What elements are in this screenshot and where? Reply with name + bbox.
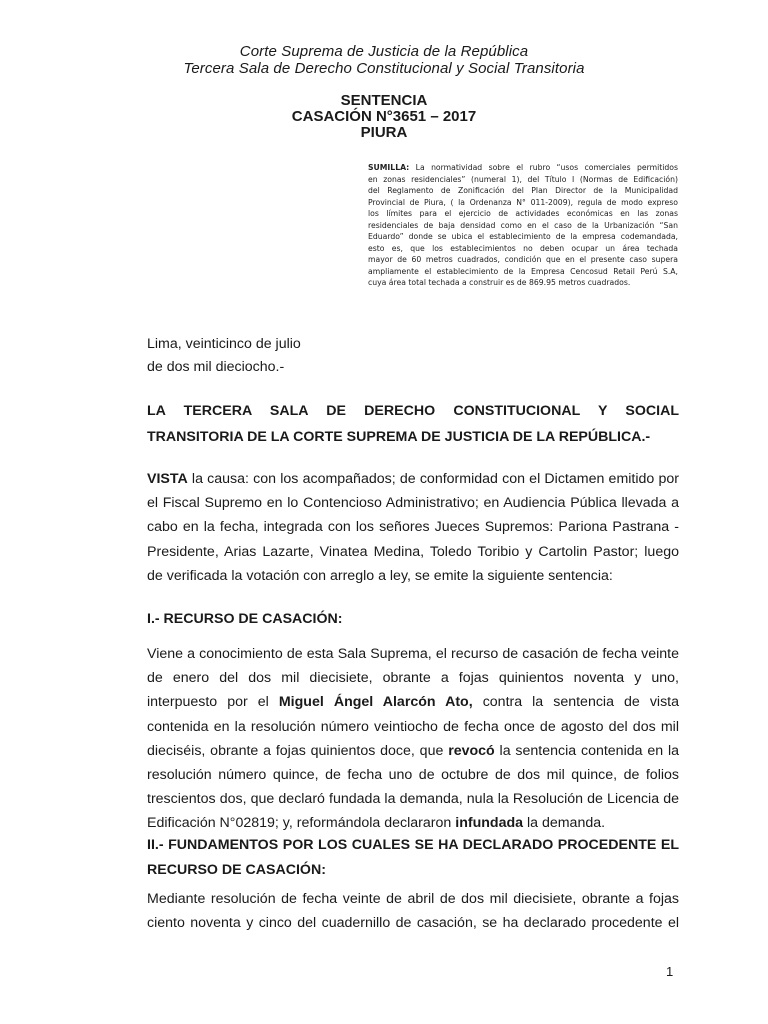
sumilla-line: esto es, que los establecimientos no deben ocupar un área techada [368, 243, 678, 253]
revoco-emphasis: revocó [448, 742, 495, 759]
sumilla-line: mayor de 60 metros cuadrados, condición que en el presente caso supera [368, 255, 678, 265]
court-name: Corte Suprema de Justicia de la República [239, 43, 529, 60]
fundamentos-paragraph: Mediante resolución de fecha veinte de abril de dos mil diecisiete, obrante a fojas ciento noventa y cinco del cuadernillo de casación, se ha declarado procedente el [147, 891, 679, 932]
appellant-name: Miguel Ángel Alarcón Ato, [278, 694, 473, 711]
page-number: 1 [666, 964, 674, 979]
sumilla-line: los límites para el ejercicio de actividades económicas en las zonas [368, 209, 678, 219]
sumilla-label: SUMILLA: [368, 163, 410, 172]
vista-paragraph: VISTA la causa: con los acompañados; de conformidad con el Dictamen emitido por el Fiscal Supremo en lo Contencioso Administrativo; en Audiencia Pública llevada a cabo en la fecha, integrada con los señores Jueces Supremos: Pariona Pastrana - Presidente, Arias Lazarte, Vinatea Medina, Toledo Toribio y Cartolin Pastor; luego de verificada la votación con arreglo a ley, se emite la siguiente sentencia: [147, 471, 679, 584]
infundada-emphasis: infundada [455, 815, 524, 832]
court-intro-heading: LA TERCERA SALA DE DERECHO CONSTITUCIONAL Y SOCIAL TRANSITORIA DE LA CORTE SUPREMA DE JUSTICIA DE LA REPÚBLICA.- [147, 403, 679, 445]
sumilla-line: ampliamente el establecimiento de la Empresa Cencosud Retail Perú S.A, [368, 266, 678, 276]
section-heading-recurso: I.- RECURSO DE CASACIÓN: [147, 611, 343, 627]
sumilla-line: en zonas residenciales” (numeral 1), del Título I (Normas de Edificación) [368, 174, 678, 184]
sumilla-line: Provincial de Piura, ( la Ordenanza N° 011-2009), regula de modo expreso [368, 197, 678, 207]
court-header [0, 43, 768, 77]
title-region: PIURA [360, 124, 408, 141]
title-casacion-number: CASACIÓN N°3651 – 2017 [291, 108, 477, 125]
sumilla-line: cuya área total techada a construir es de 869.95 metros cuadrados. [368, 278, 631, 288]
sumilla-block [368, 162, 678, 289]
vista-label: VISTA [147, 471, 188, 487]
sumilla-line: SUMILLA: La normatividad sobre el rubro “usos comerciales permitidos [368, 163, 678, 172]
date-line: Lima, veinticinco de julio de dos mil dieciocho.- [147, 336, 301, 375]
sumilla-line: residenciales de baja densidad como en el caso de la Urbanización “San [368, 220, 678, 230]
chamber-name: Tercera Sala de Derecho Constitucional y Social Transitoria [183, 60, 585, 77]
sumilla-line: Eduardo” donde se ubica el establecimiento de la empresa codemandada, [368, 232, 678, 242]
sumilla-line: del Reglamento de Zonificación del Plan Director de la Municipalidad [368, 186, 678, 196]
document-title [0, 93, 768, 141]
section-heading-fundamentos: II.- FUNDAMENTOS POR LOS CUALES SE HA DECLARADO PROCEDENTE EL RECURSO DE CASACIÓN: [147, 837, 679, 878]
recurso-paragraph: Viene a conocimiento de esta Sala Suprema, el recurso de casación de fecha veinte de enero del dos mil diecisiete, obrante a fojas quinientos noventa y uno, interpuesto por el Miguel Ángel Alarcón Ato, contra la sentencia de vista contenida en la resolución número veintiocho de fecha once de agosto del dos mil dieciséis, obrante a fojas quinientos doce, que revocó la sentencia contenida en la resolución número quince, de fecha uno de octubre de dos mil quince, de folios trescientos dos, que declaró fundada la demanda, nula la Resolución de Licencia de Edificación N°02819; y, reformándola declararon infundada la demanda. [147, 646, 679, 832]
title-sentencia: SENTENCIA [340, 92, 428, 109]
